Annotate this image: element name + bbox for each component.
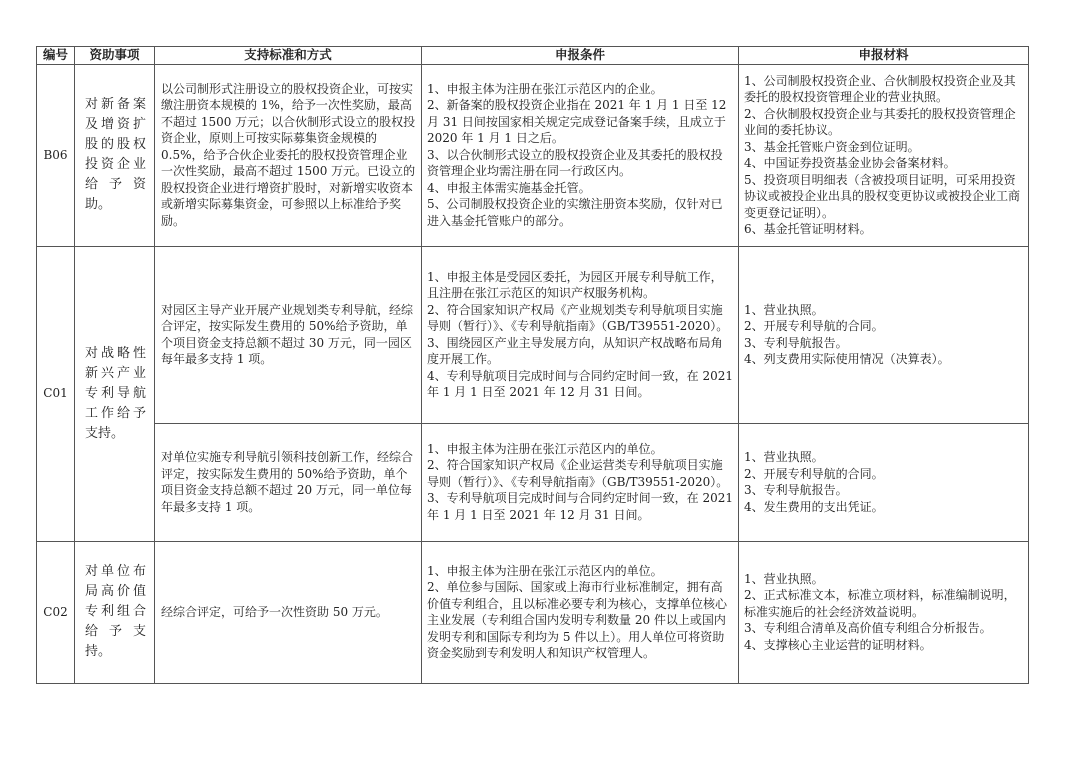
row-code: B06 xyxy=(37,64,75,246)
material-line: 3、专利组合清单及高价值专利组合分析报告。 xyxy=(744,621,992,636)
row-code: C02 xyxy=(37,541,75,683)
condition-line: 2、符合国家知识产权局《产业规划类专利导航项目实施导则（暂行）》、《专利导航指南》（GB/T39551-2020）。 xyxy=(427,302,729,333)
material-line: 2、正式标准文本，标准立项材料，标准编制说明，标准实施后的社会经济效益说明。 xyxy=(744,588,1016,619)
condition-line: 4、申报主体需实施基金托管。 xyxy=(427,180,591,195)
condition-line: 2、符合国家知识产权局《企业运营类专利导航项目实施导则（暂行）》、《专利导航指南》（GB/T39551-2020）。 xyxy=(427,458,729,489)
condition-line: 2、单位参与国际、国家或上海市行业标准制定，拥有高价值专利组合，且以标准必要专利为核心，支撑单位核心主业发展（专利组合国内发明专利数量 20 件以上或国内发明专利和国际专利均为 5 件以上）。用人单位可将资助资金奖励到专利发明人和知识产权管理人。 xyxy=(427,580,728,660)
material-line: 4、中国证券投资基金业协会备案材料。 xyxy=(744,156,956,170)
condition-line: 3、围绕园区产业主导发展方向，从知识产权战略布局角度开展工作。 xyxy=(427,335,723,366)
row-item: 对单位布局高价值专利组合给予支持。 xyxy=(75,541,155,683)
row-materials xyxy=(739,423,1029,541)
material-line: 2、开展专利导航的合同。 xyxy=(744,319,884,333)
condition-line: 5、公司制股权投资企业的实缴注册资本奖励，仅针对已进入基金托管账户的部分。 xyxy=(427,197,723,228)
condition-line: 3、专利导航项目完成时间与合同约定时间一致，在 2021 年 1 月 1 日至 2021 年 12 月 31 日间。 xyxy=(427,491,733,522)
condition-line: 4、专利导航项目完成时间与合同约定时间一致，在 2021 年 1 月 1 日至 2021 年 12 月 31 日间。 xyxy=(427,368,733,399)
row-item: 对战略性新兴产业专利导航工作给予支持。 xyxy=(75,246,155,541)
material-line: 5、投资项目明细表（含被投项目证明，可采用投资协议或被投企业出具的股权变更协议或被投企业工商变更登记证明）。 xyxy=(744,172,1021,220)
material-line: 3、专利导航报告。 xyxy=(744,335,848,350)
material-line: 2、合伙制股权投资企业与其委托的股权投资管理企业间的委托协议。 xyxy=(744,106,1016,137)
row-standard: 对园区主导产业开展产业规划类专利导航，经综合评定，按实际发生费用的 50%给予资助，单个项目资金支持总额不超过 30 万元，同一园区每年最多支持 1 项。 xyxy=(155,246,422,423)
material-line: 1、营业执照。 xyxy=(744,450,824,464)
row-conditions xyxy=(422,541,739,683)
table-row xyxy=(37,246,1029,423)
material-line: 4、发生费用的支出凭证。 xyxy=(744,499,884,514)
row-materials xyxy=(739,64,1029,246)
table-row xyxy=(37,541,1029,683)
condition-line: 1、申报主体为注册在张江示范区内的单位。 xyxy=(427,441,663,456)
funding-table xyxy=(36,46,1029,684)
table-row xyxy=(37,64,1029,246)
material-line: 1、公司制股权投资企业、合伙制股权投资企业及其委托的股权投资管理企业的营业执照。 xyxy=(744,73,1016,104)
condition-line: 2、新备案的股权投资企业指在 2021 年 1 月 1 日至 12 月 31 日间按国家相关规定完成登记备案手续，且成立于 2020 年 1 月 1 日之后。 xyxy=(427,98,727,146)
header-item: 资助事项 xyxy=(75,47,155,65)
row-standard: 经综合评定，可给予一次性资助 50 万元。 xyxy=(155,541,422,683)
row-standard: 以公司制形式注册设立的股权投资企业，可按实缴注册资本规模的 1%，给予一次性奖励，最高不超过 1500 万元；以合伙制形式设立的股权投资企业，原则上可按实际募集资金规模的 0.5%，给予合伙企业委托的股权投资管理企业一次性奖励，最高不超过 1500 万元。已设立的股权投资企业进行增资扩股时，对新增实收资本或新增实际募集资金，可参照以上标准给予奖励。 xyxy=(155,64,422,246)
row-code: C01 xyxy=(37,246,75,541)
header-materials: 申报材料 xyxy=(739,47,1029,65)
table-row xyxy=(37,423,1029,541)
condition-line: 1、申报主体为注册在张江示范区内的单位。 xyxy=(427,563,663,578)
header-row xyxy=(37,47,1029,65)
material-line: 6、基金托管证明材料。 xyxy=(744,222,872,236)
row-materials xyxy=(739,541,1029,683)
header-code: 编号 xyxy=(37,47,75,65)
row-standard: 对单位实施专利导航引领科技创新工作，经综合评定，按实际发生费用的 50%给予资助，单个项目资金支持总额不超过 20 万元，同一单位每年最多支持 1 项。 xyxy=(155,423,422,541)
material-line: 2、开展专利导航的合同。 xyxy=(744,466,884,481)
condition-line: 3、以合伙制形式设立的股权投资企业及其委托的股权投资管理企业均需注册在同一行政区内。 xyxy=(427,147,723,179)
row-materials xyxy=(739,246,1029,423)
header-conditions: 申报条件 xyxy=(422,47,739,65)
material-line: 1、营业执照。 xyxy=(744,302,824,317)
row-conditions xyxy=(422,246,739,423)
material-line: 4、支撑核心主业运营的证明材料。 xyxy=(744,637,932,652)
material-line: 3、基金托管账户资金到位证明。 xyxy=(744,139,920,154)
header-standard: 支持标准和方式 xyxy=(155,47,422,65)
row-conditions xyxy=(422,64,739,246)
material-line: 4、列支费用实际使用情况（决算表）。 xyxy=(744,352,950,366)
condition-line: 1、申报主体为注册在张江示范区内的企业。 xyxy=(427,81,663,96)
row-item: 对新备案及增资扩股的股权投资企业给予资助。 xyxy=(75,64,155,246)
condition-line: 1、申报主体是受园区委托，为园区开展专利导航工作，且注册在张江示范区的知识产权服务机构。 xyxy=(427,269,723,300)
row-conditions xyxy=(422,423,739,541)
material-line: 3、专利导航报告。 xyxy=(744,483,848,497)
material-line: 1、营业执照。 xyxy=(744,571,824,586)
